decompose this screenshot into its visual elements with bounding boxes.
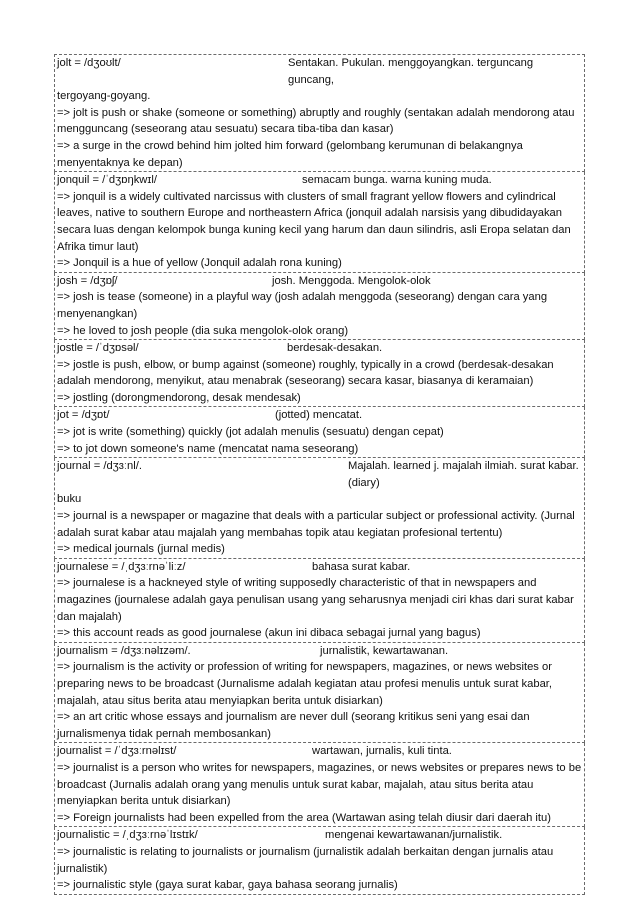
entry-definition: => journal is a newspaper or magazine that deals with a particular subject or professional activity. (Jurnal adalah surat kabar atau majalah yang membahas topik atau kegiatan profesional tertentu) (57, 510, 575, 539)
entry-headline (57, 55, 582, 88)
entry-definition: => josh is tease (someone) in a playful way (josh adalah menggoda (seseorang) dengan cara yang menyenangkan) (57, 291, 548, 320)
entry-meaning: Sentakan. Pukulan. menggoyangkan. terguncang guncang, (288, 57, 534, 86)
entry-definition: => jonquil is a widely cultivated narcissus with clusters of small fragrant yellow flowers and cylindrical leaves, native to southern Europe and northeastern Africa (jonquil adalah narsisis yang dibudidayakan secara luas dengan kelompok bunga kuning kecil yang harum dan daun silindris, asli Eropa selatan dan Afrika timur laut) (57, 190, 571, 253)
entry-definition: => jolt is push or shake (someone or something) abruptly and roughly (sentakan adalah mendorong atau mengguncang (seseorang atau sesuatu) secara tiba-tiba dan kasar) (57, 106, 575, 136)
entry-example: => he loved to josh people (dia suka mengolok-olok orang) (57, 324, 349, 337)
entry-example: => Jonquil is a hue of yellow (Jonquil adalah rona kuning) (57, 257, 342, 270)
entry-headline (57, 407, 582, 424)
entry-example: => a surge in the crowd behind him jolted him forward (gelombang kerumunan di belakangnya menyentaknya ke depan) (57, 139, 523, 169)
entry-meaning: (jotted) mencatat. (275, 409, 363, 422)
entry-headline (57, 643, 582, 660)
entry-jonquil (54, 172, 585, 273)
entry-headline (57, 458, 582, 491)
entry-headline (57, 172, 582, 189)
entry-example: => this account reads as good journalese (akun ini dibaca sebagai jurnal yang bagus) (57, 627, 481, 640)
entry-headline (57, 340, 582, 357)
entry-definition: => jostle is push, elbow, or bump against (someone) roughly, typically in a crowd (berdesak-desakan adalah mendorong, menyikut, atau menabrak (seseorang) secara kasar, biasanya di keramaian) (57, 358, 554, 388)
entry-example: => journalistic style (gaya surat kabar, gaya bahasa seorang jurnalis) (57, 879, 398, 892)
entry-headline (57, 559, 582, 576)
entry-meaning: Majalah. learned j. majalah ilmiah. surat kabar. (diary) (348, 460, 579, 489)
entry-example: => an art critic whose essays and journalism are never dull (seorang kritikus seni yang esai dan jurnalismenya tidak pernah membosankan) (57, 711, 530, 740)
entry-term: jolt = /dʒoʊlt/ (57, 57, 121, 69)
entry-headline (57, 743, 582, 760)
entry-journalist (54, 743, 585, 827)
entry-term: journalist = /ˈdʒɜːrnəlɪst/ (57, 745, 177, 758)
entry-meaning: wartawan, jurnalis, kuli tinta. (312, 745, 452, 758)
entry-term: jot = /dʒɒt/ (57, 409, 110, 422)
entry-definition: => journalese is a hackneyed style of writing supposedly characteristic of that in newspapers and magazines (journalese adalah gaya penulisan usang yang seharusnya menjadi ciri khas dari surat kabar dan majalah) (57, 577, 574, 623)
entry-term: journal = /dʒɜːnl/. (57, 460, 142, 473)
entry-meaning-continuation: tergoyang-goyang. (57, 90, 151, 103)
entry-jostle (54, 340, 585, 407)
entry-example: => Foreign journalists had been expelled from the area (Wartawan asing telah diusir dari daerah itu) (57, 811, 551, 824)
entry-meaning: mengenai kewartawanan/jurnalistik. (325, 829, 503, 842)
entry-definition: => journalism is the activity or profession of writing for newspapers, magazines, or news websites or preparing news to be broadcast (Jurnalisme adalah kegiatan atau profesi menulis untuk surat kabar, majalah, atau situs berita atau menyiapkan berita untuk disiarkan) (57, 661, 553, 707)
entry-jot (54, 407, 585, 458)
entry-definition: => journalistic is relating to journalists or journalism (jurnalistik adalah berkaitan dengan jurnalis atau jurnalistik) (57, 845, 554, 875)
entry-meaning: berdesak-desakan. (287, 342, 383, 355)
entry-term: journalism = /dʒɜːnəlɪzəm/. (57, 644, 191, 657)
entry-meaning: semacam bunga. warna kuning muda. (302, 174, 492, 187)
entry-journal (54, 458, 585, 559)
entry-term: journalese = /ˌdʒɜːrnəˈliːz/ (57, 560, 186, 573)
entry-meaning: josh. Menggoda. Mengolok-olok (272, 274, 431, 287)
entry-example: => to jot down someone's name (mencatat nama seseorang) (57, 442, 359, 455)
dictionary-page (54, 54, 585, 895)
entry-example: => medical journals (jurnal medis) (57, 543, 225, 556)
entry-journalese (54, 559, 585, 643)
entry-term: jonquil = /ˈdʒɒŋkwɪl/ (57, 174, 157, 187)
entry-josh (54, 273, 585, 340)
entry-meaning: bahasa surat kabar. (312, 560, 411, 573)
entry-jolt (54, 54, 585, 172)
entry-definition: => jot is write (something) quickly (jot adalah menulis (sesuatu) dengan cepat) (57, 426, 444, 439)
entry-meaning-continuation: buku (57, 493, 82, 506)
entry-example: => jostling (dorongmendorong, desak mendesak) (57, 391, 301, 404)
entry-definition: => journalist is a person who writes for newspapers, magazines, or news websites or prepares news to be broadcast (Jurnalis adalah orang yang menulis untuk surat kabar, majalah, atau situs berita atau menyiapkan berita untuk disiarkan) (57, 761, 582, 808)
entry-term: journalistic = /ˌdʒɜːrnəˈlɪstɪk/ (57, 829, 198, 842)
entry-headline (57, 827, 582, 844)
entry-term: josh = /dʒɒʃ/ (57, 274, 118, 287)
entry-journalistic (54, 827, 585, 894)
entry-journalism (54, 643, 585, 744)
entry-meaning: jurnalistik, kewartawanan. (320, 644, 449, 657)
entry-headline (57, 273, 582, 290)
entry-term: jostle = /ˈdʒɒsəl/ (57, 342, 139, 355)
